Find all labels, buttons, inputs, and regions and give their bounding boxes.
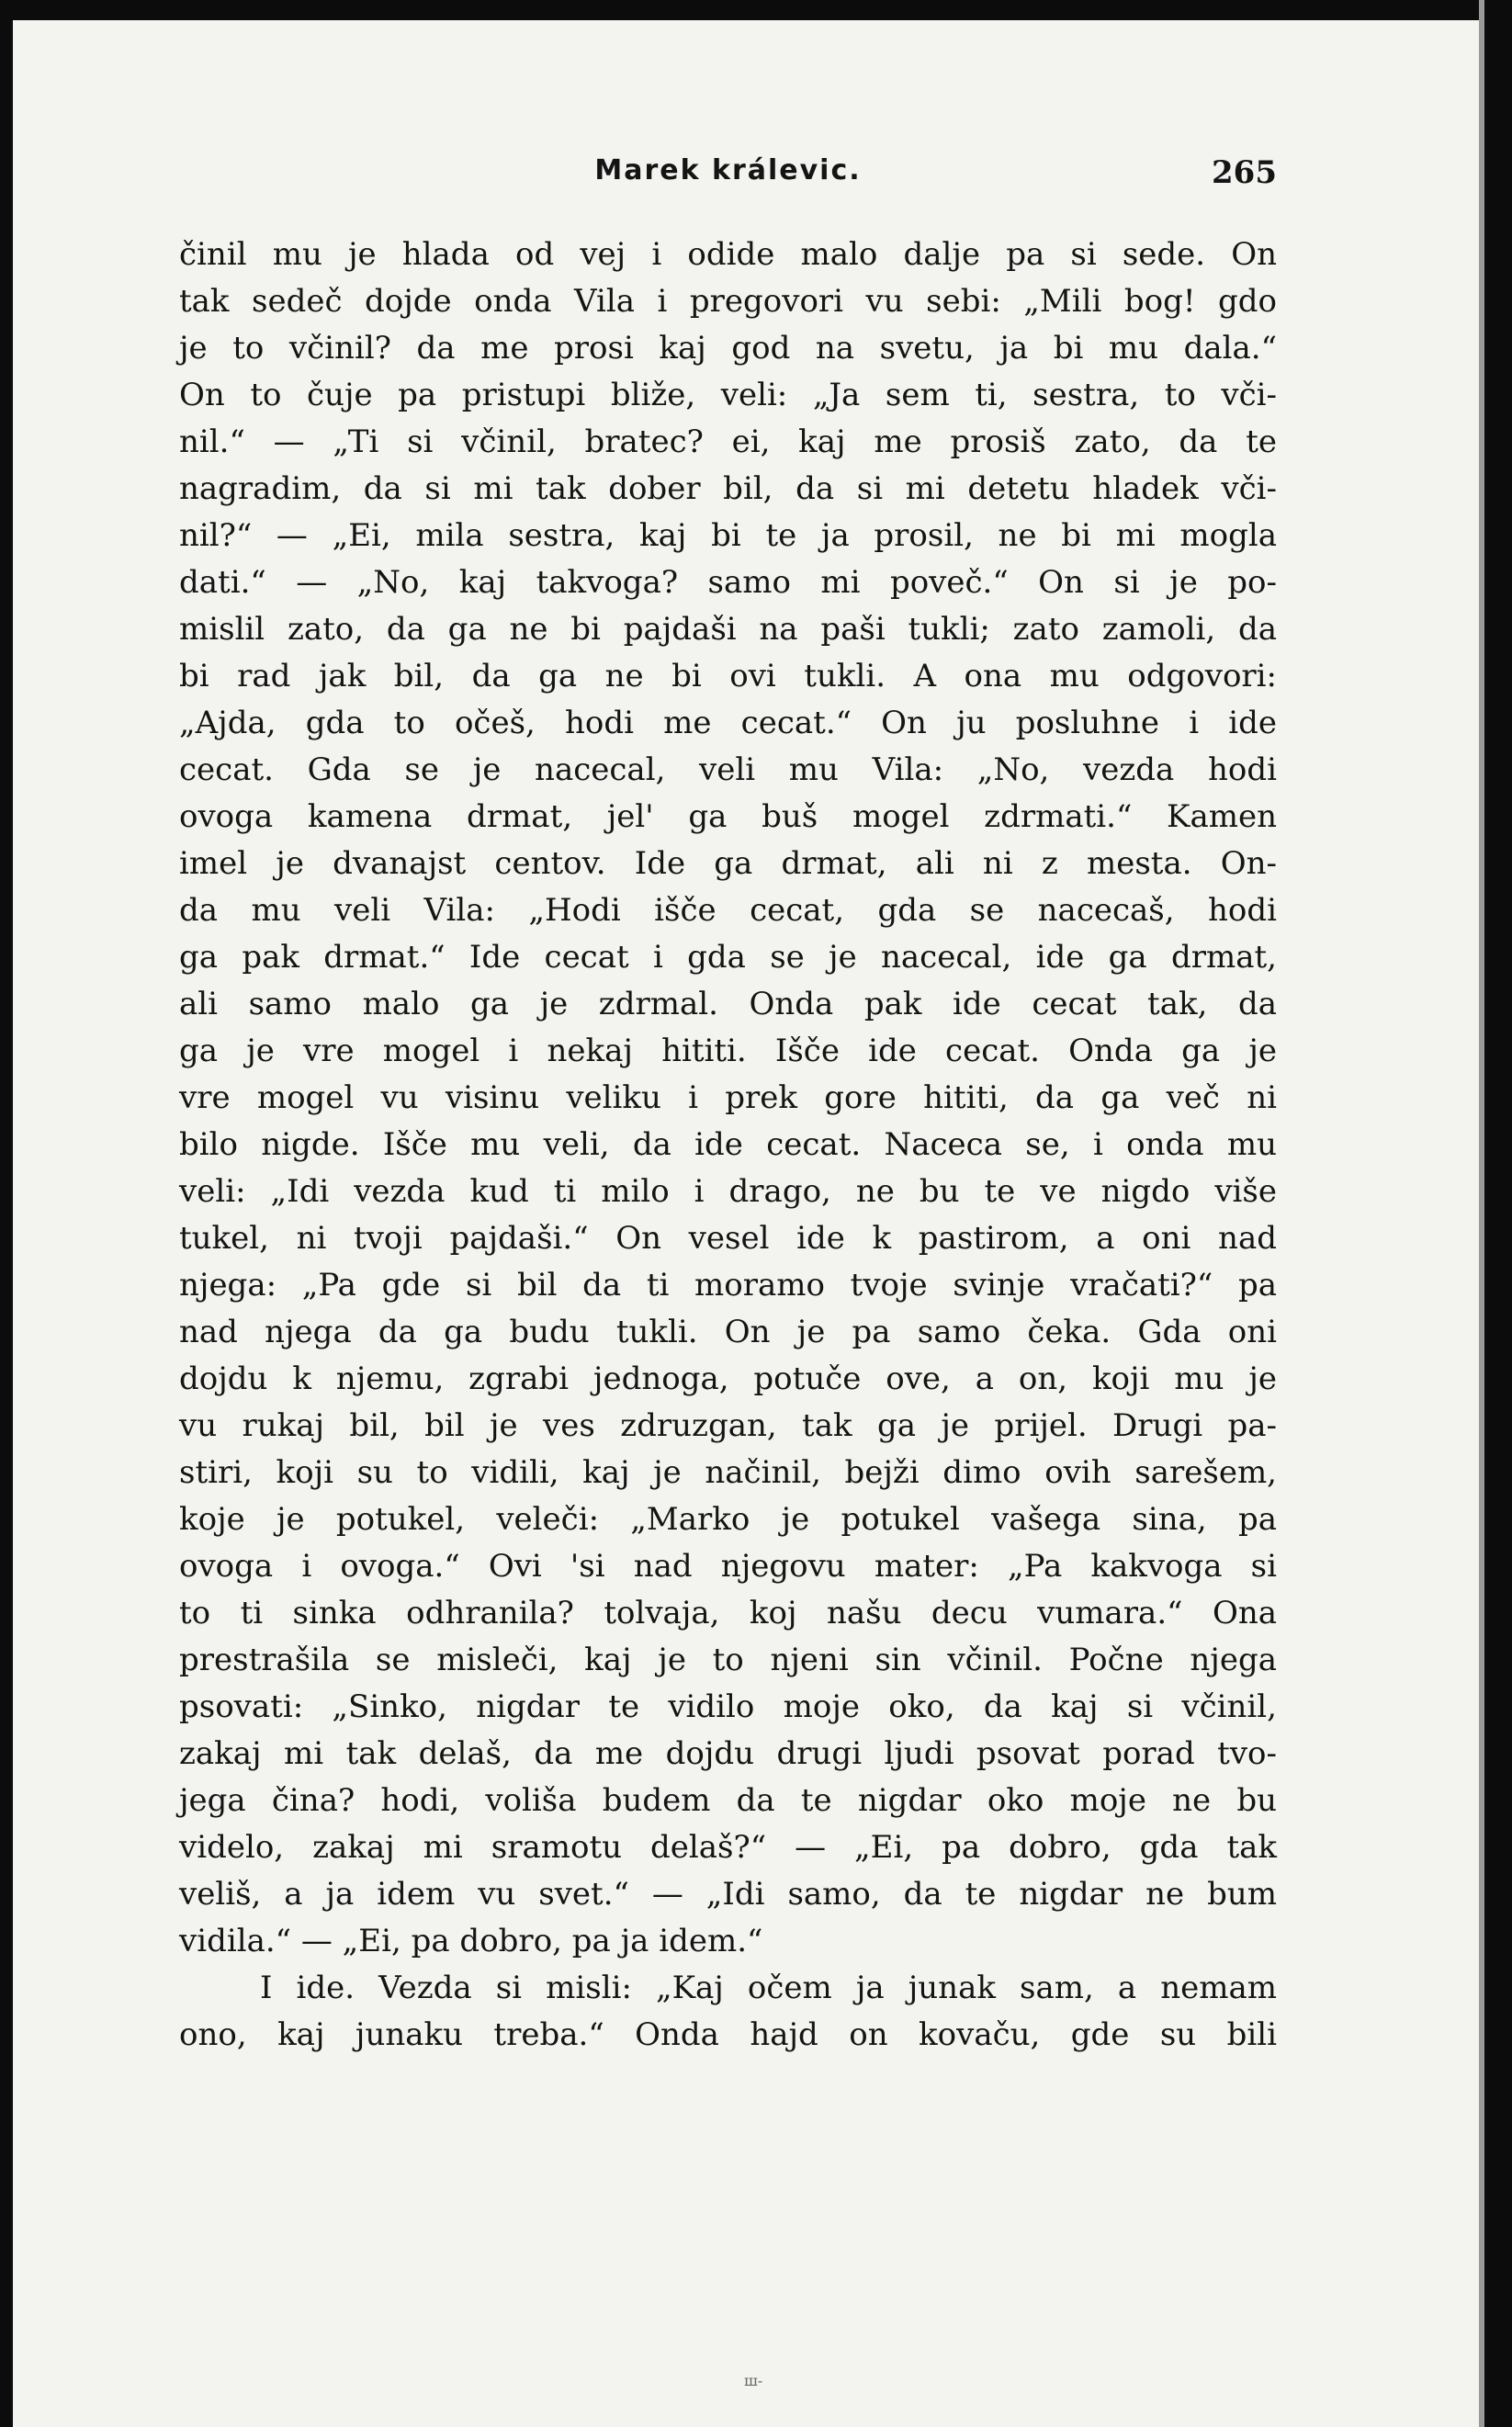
text-line: da mu veli Vila: „Hodi išče cecat, gda se nacecaš, hodi [179,892,1277,929]
text-line-paragraph-end: vidila.“ — „Ei, pa dobro, pa ja idem.“ [179,1923,763,1959]
text-line: ono, kaj junaku treba.“ Onda hajd on kovaču, gde su bili [179,2016,1277,2053]
text-line: bilo nigde. Išče mu veli, da ide cecat. Naceca se, i onda mu [179,1126,1277,1163]
text-line: vu rukaj bil, bil je ves zdruzgan, tak ga je prijel. Drugi pa- [179,1407,1277,1444]
text-line: vre mogel vu visinu veliku i prek gore hititi, da ga več ni [179,1079,1277,1116]
page-header [179,154,1277,206]
text-line: nagradim, da si mi tak dober bil, da si mi detetu hladek vči- [179,470,1277,507]
text-line: videlo, zakaj mi sramotu delaš?“ — „Ei, pa dobro, gda tak [179,1829,1277,1866]
text-line: činil mu je hlada od vej i odide malo dalje pa si sede. On [179,236,1277,273]
scan-border-right [1484,0,1512,2427]
text-line: stiri, koji su to vidili, kaj je načinil, bejži dimo ovih sarešem, [179,1454,1277,1491]
text-line: koje je potukel, veleči: „Marko je potukel vašega sina, pa [179,1501,1277,1538]
text-line: ga pak drmat.“ Ide cecat i gda se je nacecal, ide ga drmat, [179,939,1277,976]
text-line: nil.“ — „Ti si včinil, bratec? ei, kaj me prosiš zato, da te [179,423,1277,460]
text-line: psovati: „Sinko, nigdar te vidilo moje oko, da kaj si včinil, [179,1688,1277,1725]
text-line: zakaj mi tak delaš, da me dojdu drugi ljudi psovat porad tvo- [179,1735,1277,1772]
page-number: 265 [1212,154,1277,191]
text-line: veli: „Idi vezda kud ti milo i drago, ne bu te ve nigdo više [179,1173,1277,1210]
text-line: On to čuje pa pristupi bliže, veli: „Ja sem ti, sestra, to vči- [179,377,1277,413]
text-line: nad njega da ga budu tukli. On je pa samo čeka. Gda oni [179,1314,1277,1350]
text-line: ga je vre mogel i nekaj hititi. Išče ide cecat. Onda ga je [179,1033,1277,1069]
text-line: to ti sinka odhranila? tolvaja, koj našu decu vumara.“ Ona [179,1595,1277,1631]
text-line: „Ajda, gda to očeš, hodi me cecat.“ On ju posluhne i ide [179,705,1277,741]
running-title: Marek králevic. [594,154,862,186]
text-line: dojdu k njemu, zgrabi jednoga, potuče ove, a on, koji mu je [179,1360,1277,1397]
text-line: ovoga i ovoga.“ Ovi 'si nad njegovu mater: „Pa kakvoga si [179,1548,1277,1585]
text-line-paragraph-start: I ide. Vezda si misli: „Kaj očem ja junak sam, a nemam [260,1970,1277,2006]
text-line: cecat. Gda se je nacecal, veli mu Vila: „No, vezda hodi [179,751,1277,788]
body-text [179,231,1277,2059]
text-line: njega: „Pa gde si bil da ti moramo tvoje svinje vračati?“ pa [179,1267,1277,1304]
footer-mark: ш- [744,2372,763,2389]
scan-border-top [0,0,1512,20]
scan-border-left [0,0,13,2427]
text-line: je to včinil? da me prosi kaj god na svetu, ja bi mu dala.“ [179,330,1277,367]
text-line: bi rad jak bil, da ga ne bi ovi tukli. A ona mu odgovori: [179,658,1277,694]
text-line: tukel, ni tvoji pajdaši.“ On vesel ide k pastirom, a oni nad [179,1220,1277,1257]
text-line: mislil zato, da ga ne bi pajdaši na paši tukli; zato zamoli, da [179,611,1277,648]
text-line: prestrašila se misleči, kaj je to njeni sin včinil. Počne njega [179,1642,1277,1678]
text-line: imel je dvanajst centov. Ide ga drmat, ali ni z mesta. On- [179,845,1277,882]
text-line: ali samo malo ga je zdrmal. Onda pak ide cecat tak, da [179,986,1277,1022]
text-line: jega čina? hodi, voliša budem da te nigdar oko moje ne bu [179,1782,1277,1819]
text-line: veliš, a ja idem vu svet.“ — „Idi samo, da te nigdar ne bum [179,1876,1277,1913]
text-line: ovoga kamena drmat, jel' ga buš mogel zdrmati.“ Kamen [179,798,1277,835]
text-line: tak sedeč dojde onda Vila i pregovori vu sebi: „Mili bog! gdo [179,283,1277,320]
text-line: nil?“ — „Ei, mila sestra, kaj bi te ja prosil, ne bi mi mogla [179,517,1277,554]
text-line: dati.“ — „No, kaj takvoga? samo mi poveč.“ On si je po- [179,564,1277,601]
